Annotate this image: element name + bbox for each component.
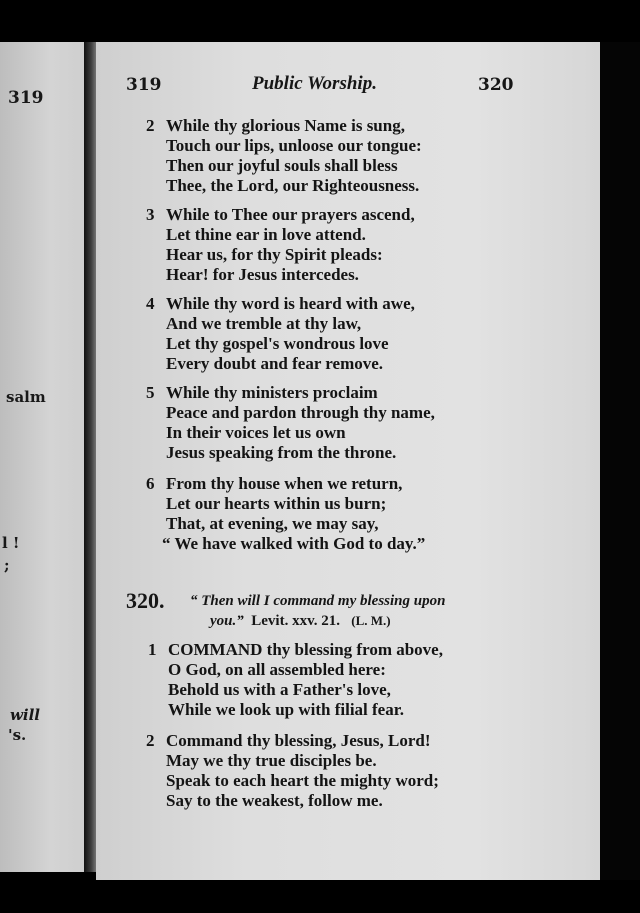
hymn-epigraph-ref <box>210 613 391 630</box>
verse-line: Touch our lips, unloose our tongue: <box>166 136 422 155</box>
epigraph-text-end: you.” <box>210 613 244 629</box>
verse-line: While thy ministers proclaim <box>166 383 378 402</box>
verse-line: While thy glorious Name is sung, <box>166 116 405 135</box>
verse-line: Let our hearts within us burn; <box>166 494 387 513</box>
verse-line: In their voices let us own <box>166 423 346 442</box>
left-fragment: l ! <box>2 534 20 552</box>
verse-line: May we thy true disciples be. <box>166 751 377 770</box>
scan-border <box>600 42 640 880</box>
verse-number: 2 <box>146 116 155 135</box>
header-page-number-left: 319 <box>126 75 162 95</box>
hymn-number: 320. <box>126 588 165 613</box>
verse-line: “ We have walked with God to day.” <box>162 534 426 553</box>
left-fragment: will <box>10 706 41 724</box>
verse-line: Let thine ear in love attend. <box>166 225 366 244</box>
verse-number: 5 <box>146 383 155 402</box>
verse-line: O God, on all assembled here: <box>168 660 386 679</box>
scripture-reference: Levit. xxv. 21. <box>251 613 340 629</box>
verse-line: Speak to each heart the mighty word; <box>166 771 439 790</box>
left-fragment: 's. <box>8 726 27 744</box>
verse-line: Hear us, for thy Spirit pleads: <box>166 245 383 264</box>
verse-line: While to Thee our prayers ascend, <box>166 205 415 224</box>
verse-line: Jesus speaking from the throne. <box>166 443 397 462</box>
hymn-epigraph <box>190 593 445 610</box>
page-title: Public Worship. <box>252 73 377 94</box>
verse-number: 3 <box>146 205 155 224</box>
epigraph-text: “ Then will I command my blessing upon <box>190 593 446 609</box>
verse-line: That, at evening, we may say, <box>166 514 379 533</box>
verse-line: While we look up with filial fear. <box>168 700 404 719</box>
verse-line: COMMAND thy blessing from above, <box>168 640 443 659</box>
left-fragment: ; <box>4 556 10 574</box>
verse-number: 6 <box>146 474 155 493</box>
left-page-number: 319 <box>8 88 44 108</box>
verse-line: Thee, the Lord, our Righteousness. <box>166 176 420 195</box>
left-page <box>0 42 84 872</box>
meter-label: (L. M.) <box>351 613 391 628</box>
verse-number: 4 <box>146 294 155 313</box>
verse-line: Hear! for Jesus intercedes. <box>166 265 359 284</box>
verse-line: Let thy gospel's wondrous love <box>166 334 389 353</box>
verse-number: 2 <box>146 731 155 750</box>
verse-line: Every doubt and fear remove. <box>166 354 384 373</box>
verse-line: Then our joyful souls shall bless <box>166 156 398 175</box>
verse-line: Say to the weakest, follow me. <box>166 791 383 810</box>
verse-line: Behold us with a Father's love, <box>168 680 391 699</box>
left-fragment: salm <box>6 388 46 406</box>
header-page-number-right: 320 <box>478 75 514 95</box>
verse-line: From thy house when we return, <box>166 474 403 493</box>
verse-number: 1 <box>148 640 157 659</box>
verse-line: Peace and pardon through thy name, <box>166 403 435 422</box>
verse-line: And we tremble at thy law, <box>166 314 362 333</box>
verse-line: While thy word is heard with awe, <box>166 294 415 313</box>
verse-line: Command thy blessing, Jesus, Lord! <box>166 731 431 750</box>
